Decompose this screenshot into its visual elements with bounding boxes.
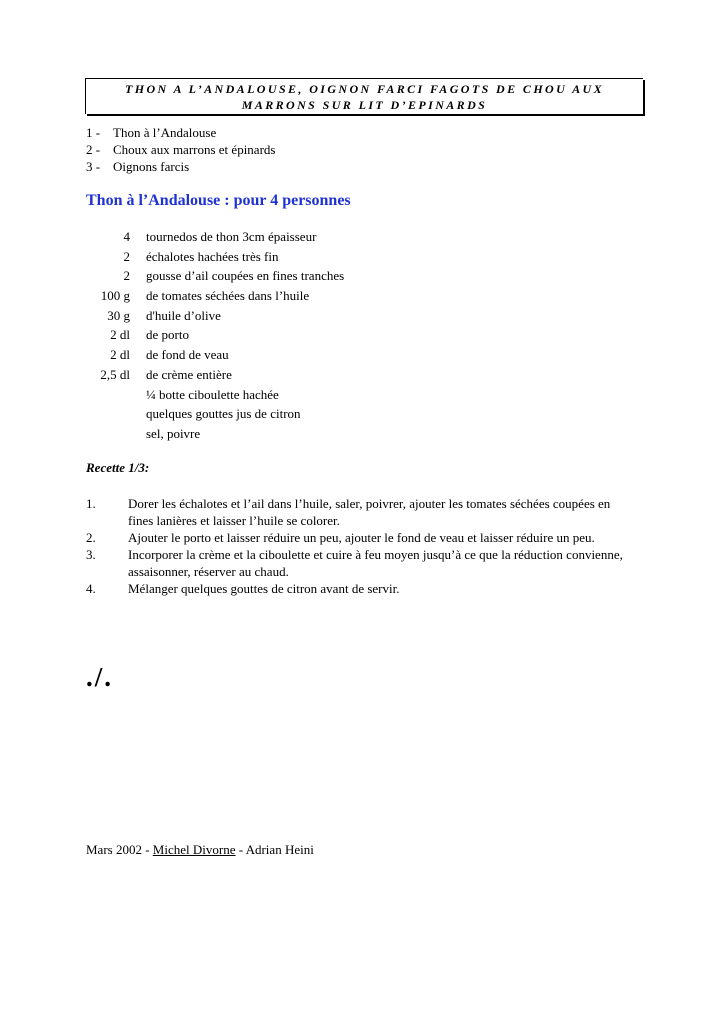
author-name: Adrian Heini (245, 842, 314, 857)
step-text: Incorporer la crème et la ciboulette et cuire à feu moyen jusqu’à ce que la réduction convienne, assaisonner, réserver au chaud. (128, 547, 623, 579)
ingredient-name: ¼ botte ciboulette hachée (146, 386, 279, 402)
ingredient-quantity: 2 (123, 268, 130, 284)
ingredient-name: quelques gouttes jus de citron (146, 406, 301, 422)
toc-number: 3 - (86, 159, 101, 174)
recipe-label: Recette 1/3: (86, 460, 150, 475)
ingredient-row (86, 325, 344, 345)
ingredient-quantity: 2 dl (110, 327, 130, 343)
ingredient-quantity: 2,5 dl (100, 366, 130, 382)
ingredient-quantity: 4 (123, 229, 130, 244)
recipe-steps (86, 495, 632, 597)
toc-item (86, 141, 275, 158)
toc-number: 1 - (86, 125, 101, 140)
ingredient-row (86, 306, 344, 326)
ingredient-name: de porto (146, 327, 189, 343)
ingredient-name: gousse d’ail coupées en fines tranches (146, 268, 345, 284)
step-number: 2. (86, 530, 96, 545)
ingredient-row (86, 404, 344, 424)
ingredient-row (86, 345, 344, 365)
ingredient-name: de crème entière (146, 366, 232, 382)
ingredient-quantity (86, 424, 130, 444)
toc-item (86, 158, 275, 175)
recipe-step (86, 495, 632, 529)
ingredient-row (86, 227, 344, 247)
step-text: Dorer les échalotes et l’ail dans l’huile, saler, poivrer, ajouter les tomates séchées coupées en fines lanières et laisser l’huile se colorer. (128, 496, 611, 528)
ingredient-row (86, 365, 344, 385)
toc-label: Choux aux marrons et épinards (113, 142, 276, 157)
footer-date: Mars 2002 - (86, 842, 153, 857)
ingredient-row (86, 247, 344, 267)
toc-item (86, 124, 275, 141)
ingredient-quantity: 30 g (107, 307, 130, 323)
title-box (85, 78, 643, 114)
ingredient-name: sel, poivre (146, 425, 201, 441)
ingredient-quantity: 2 dl (110, 347, 130, 363)
ingredient-name: d'huile d’olive (146, 307, 221, 323)
step-text: Ajouter le porto et laisser réduire un peu, ajouter le fond de veau et laisser réduire un peu. (128, 530, 595, 545)
ingredient-quantity (86, 385, 130, 405)
ingredient-quantity: 100 g (100, 288, 130, 304)
step-number: 1. (86, 496, 96, 511)
ingredient-name: de tomates séchées dans l’huile (146, 288, 310, 304)
ingredient-row (86, 424, 344, 444)
toc-number: 2 - (86, 142, 101, 157)
author-link[interactable]: Michel Divorne (152, 842, 236, 857)
ingredient-name: de fond de veau (146, 347, 229, 363)
ingredient-quantity: 2 (123, 248, 130, 264)
continuation-separator: ./. (86, 662, 114, 692)
ingredient-row (86, 266, 344, 286)
recipe-step (86, 580, 632, 597)
table-of-contents (86, 124, 275, 175)
section-heading: Thon à l’Andalouse : pour 4 personnes (86, 192, 351, 209)
footer-credits (86, 842, 314, 858)
ingredient-name: tournedos de thon 3cm épaisseur (146, 229, 317, 244)
step-number: 4. (86, 581, 96, 596)
ingredient-name: échalotes hachées très fin (146, 248, 279, 264)
ingredient-row (86, 385, 344, 405)
ingredient-row (86, 286, 344, 306)
toc-label: Thon à l’Andalouse (113, 125, 217, 140)
recipe-step (86, 529, 632, 546)
title-line-1: THON A L’ANDALOUSE, OIGNON FARCI FAGOTS DE CHOU AUX (124, 82, 605, 96)
toc-label: Oignons farcis (113, 159, 190, 174)
ingredient-quantity (86, 404, 130, 424)
ingredient-list (86, 227, 344, 444)
recipe-step (86, 546, 632, 580)
step-number: 3. (86, 547, 96, 562)
step-text: Mélanger quelques gouttes de citron avant de servir. (128, 581, 400, 596)
footer-separator: - (235, 842, 246, 857)
title-line-2: MARRONS SUR LIT D’EPINARDS (241, 98, 488, 112)
